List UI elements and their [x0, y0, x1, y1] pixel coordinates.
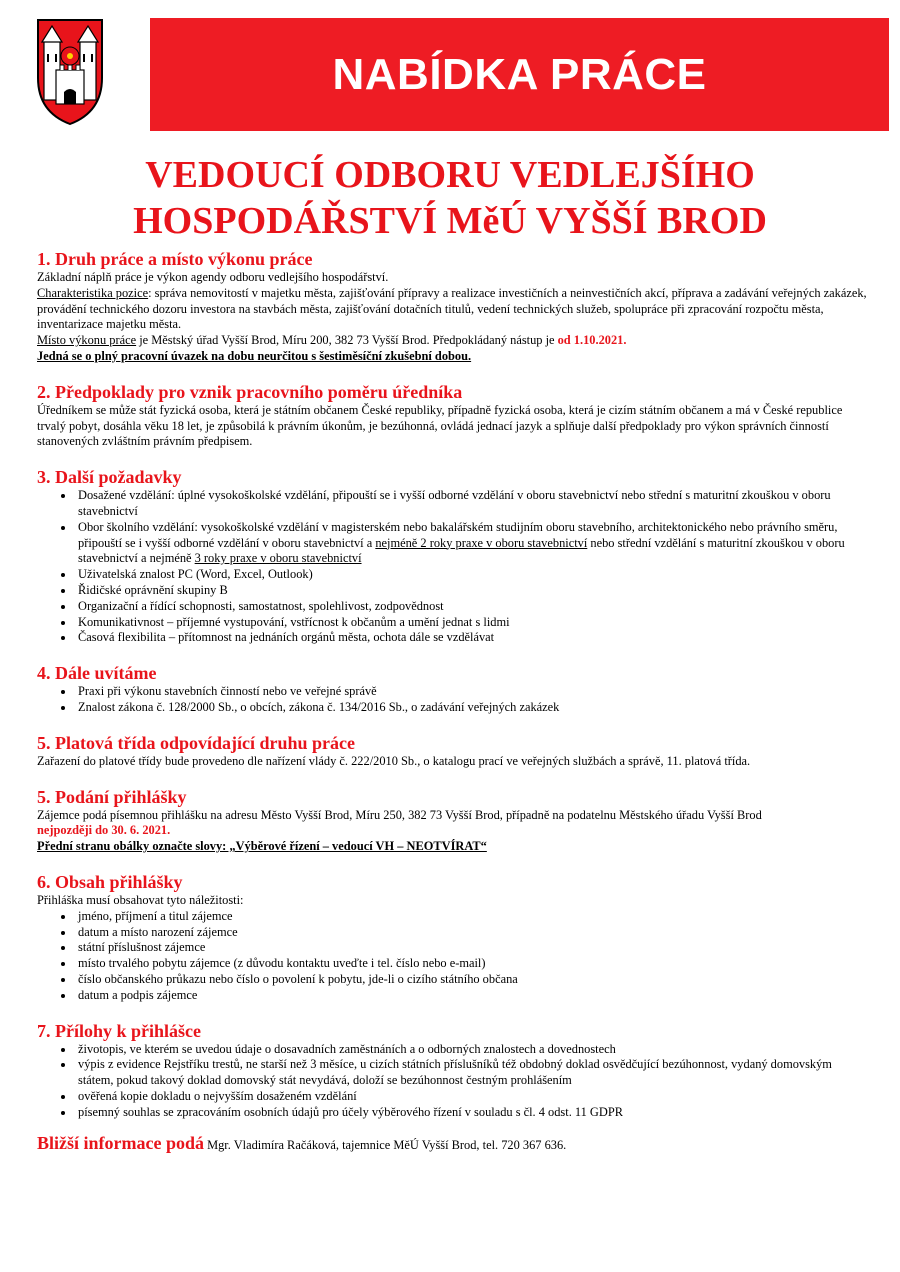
- section-attachments: [37, 1020, 867, 1121]
- banner-title: NABÍDKA PRÁCE: [332, 49, 707, 99]
- list-item: • Dosažené vzdělání: úplné vysokoškolské vzdělání, připouští se i vyšší odborné vzdělání v oboru stavebnictví nebo střední s maturitní zkouškou v oboru stavebnictví: [75, 488, 867, 520]
- list-item: • jméno, příjmení a titul zájemce: [75, 909, 867, 925]
- requirements-list: [37, 488, 867, 646]
- section-job-type: [37, 248, 867, 365]
- section-application: [37, 786, 867, 855]
- workplace-text: Místo výkonu práce je Městský úřad Vyšší Brod, Míru 200, 382 73 Vyšší Brod. Předpokládaný nástup je od 1.10.2021.: [37, 333, 627, 348]
- start-date: od 1.10.2021.: [557, 333, 627, 348]
- position-characteristics: Charakteristika pozice: správa nemovitostí v majetku města, zajišťování přípravy a realizace investičních a neinvestičních akcí, příprava a zadávání veřejných zakázek, provádění technického dozoru investora na stavbách města, zajišťování dotačních titulů, vedení technických služeb, spolupráce při zpracování rozpočtu města, inventarizace majetku města.: [37, 285, 867, 332]
- content-list: [37, 909, 867, 1004]
- list-item: • číslo občanského průkazu nebo číslo o povolení k pobytu, jde-li o cizího státního občana: [75, 972, 867, 988]
- section-heading: 4. Dále uvítáme: [37, 663, 157, 684]
- title-line-2: HOSPODÁŘSTVÍ MěÚ VYŠŠÍ BROD: [133, 200, 767, 242]
- welcome-list: [37, 684, 867, 716]
- envelope-text: Přední stranu obálky označte slovy: „Výběrové řízení – vedoucí VH – NEOTVÍRAT“: [37, 839, 487, 854]
- section-requirements: [37, 466, 867, 646]
- section-welcome: [37, 662, 867, 716]
- list-item: • Praxi při výkonu stavebních činností nebo ve veřejné správě: [75, 684, 867, 700]
- contact-info: Bližší informace podá Mgr. Vladimíra Račáková, tajemnice MěÚ Vyšší Brod, tel. 720 367 636.: [37, 1133, 567, 1154]
- list-item: • Komunikativnost – příjemné vystupování, vstřícnost k občanům a umění jednat s lidmi: [75, 615, 867, 631]
- list-item: • Uživatelská znalost PC (Word, Excel, Outlook): [75, 567, 867, 583]
- section-heading: 5. Podání přihlášky: [37, 786, 187, 807]
- list-item: • místo trvalého pobytu zájemce (z důvodu kontaktu uveďte i tel. číslo nebo e-mail): [75, 956, 867, 972]
- list-item: • ověřená kopie dokladu o nejvyšším dosaženém vzdělání: [75, 1089, 867, 1105]
- section-heading: 5. Platová třída odpovídající druhu práce: [37, 732, 356, 753]
- section-heading: 1. Druh práce a místo výkonu práce: [37, 249, 313, 269]
- section-heading: 2. Předpoklady pro vznik pracovního poměru úředníka: [37, 381, 463, 402]
- list-item: • výpis z evidence Rejstříku trestů, ne starší než 3 měsíce, u cizích státních příslušníků též obdobný doklad osvědčující bezúhonnost, vydaný domovským státem, pokud takový doklad domovský stát nevydává, doloží se bezúhonnost čestným prohlášením: [75, 1057, 867, 1089]
- content-intro: Přihláška musí obsahovat tyto náležitosti:: [37, 892, 244, 907]
- list-item: • Organizační a řídící schopnosti, samostatnost, spolehlivost, zodpovědnost: [75, 599, 867, 615]
- intro-text: Základní náplň práce je výkon agendy odboru vedlejšího hospodářství.: [37, 270, 389, 284]
- section-heading: 6. Obsah přihlášky: [37, 871, 183, 892]
- list-item: • Znalost zákona č. 128/2000 Sb., o obcích, zákona č. 134/2016 Sb., o zadávání veřejných zakázek: [75, 700, 867, 716]
- position-title: [0, 152, 900, 244]
- contract-text: Jedná se o plný pracovní úvazek na dobu neurčitou s šestiměsíční zkušební dobou.: [37, 348, 472, 363]
- section-salary: [37, 732, 867, 770]
- town-crest-logo: [36, 18, 104, 126]
- prerequisites-text: Úředníkem se může stát fyzická osoba, která je státním občanem České republiky, případně fyzická osoba, která je cizím státním občanem a má v České republice trvalý pobyt, dosáhla věku 18 let, je způsobilá k právním úkonům, je bezúhonná, ovládá jednací jazyk a splňuje další předpoklady pro výkon správních činností stanovených zvláštním právním předpisem.: [37, 402, 843, 449]
- title-line-1: VEDOUCÍ ODBORU VEDLEJŠÍHO: [145, 154, 755, 196]
- document-body: [37, 248, 867, 1154]
- list-item: • datum a podpis zájemce: [75, 988, 867, 1004]
- list-item: • státní příslušnost zájemce: [75, 940, 867, 956]
- list-item: • písemný souhlas se zpracováním osobních údajů pro účely výběrového řízení v souladu s čl. 4 odst. 11 GDPR: [75, 1105, 867, 1121]
- section-heading: 7. Přílohy k přihlášce: [37, 1020, 202, 1041]
- section-heading: 3. Další požadavky: [37, 467, 182, 488]
- list-item: • Časová flexibilita – přítomnost na jednáních orgánů města, ochota dále se vzdělávat: [75, 630, 867, 646]
- deadline-text: nejpozději do 30. 6. 2021.: [37, 823, 171, 838]
- list-item: • datum a místo narození zájemce: [75, 925, 867, 941]
- section-application-content: [37, 871, 867, 1004]
- job-offer-banner: [150, 18, 889, 131]
- list-item: • životopis, ve kterém se uvedou údaje o dosavadních zaměstnáních a o odborných znalostech a dovednostech: [75, 1042, 867, 1058]
- attachments-list: [37, 1042, 867, 1121]
- application-text: Zájemce podá písemnou přihlášku na adresu Město Vyšší Brod, Míru 250, 382 73 Vyšší Brod, případně na podatelnu Městského úřadu Vyšší Brod: [37, 807, 762, 822]
- list-item: • Řidičské oprávnění skupiny B: [75, 583, 867, 599]
- salary-text: Zařazení do platové třídy bude provedeno dle nařízení vlády č. 222/2010 Sb., o katalogu prací ve veřejných službách a správě, 11. platová třída.: [37, 753, 751, 768]
- list-item: • Obor školního vzdělání: vysokoškolské vzdělání v magisterském nebo bakalářském studijním oboru stavebního, architektonického nebo právního směru, připouští se i vyšší odborné vzdělání v oboru stavebnictví a nejméně 2 roky praxe v oboru stavebnictví nebo střední vzdělání s maturitní zkouškou v oboru stavebnictví a nejméně 3 roky praxe v oboru stavebnictví: [75, 520, 867, 567]
- section-prerequisites: [37, 381, 867, 450]
